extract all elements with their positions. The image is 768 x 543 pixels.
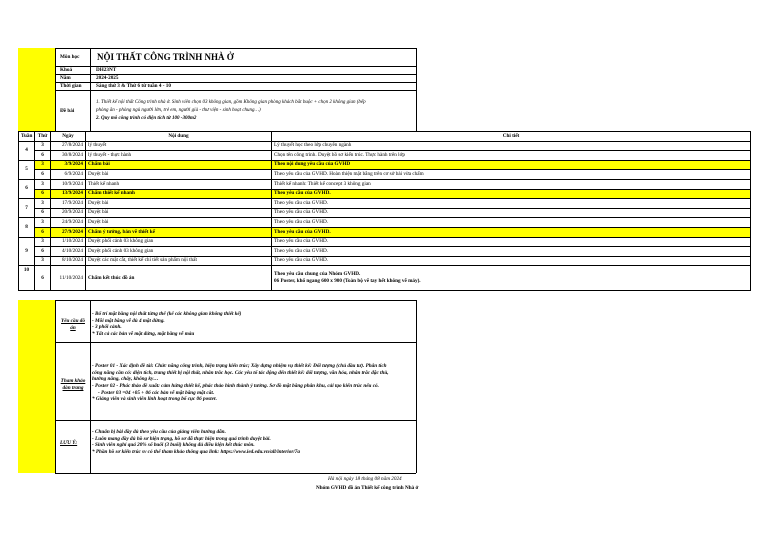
cell-noi-dung: Duyệt bài bbox=[86, 218, 272, 228]
table-row bbox=[19, 179, 751, 189]
cell-chi-tiet: Theo yêu cầu của GVHD. bbox=[272, 256, 751, 266]
cell-tuan: 4 bbox=[19, 141, 35, 160]
cell-thu: 3 bbox=[35, 160, 51, 170]
cell-noi-dung: Duyệt phối cảnh 03 không gian bbox=[86, 247, 272, 257]
thoi-gian-label: Thời gian bbox=[60, 83, 82, 89]
cell-ngay: 11/10/2024 bbox=[51, 266, 86, 291]
table-header-row bbox=[19, 132, 751, 142]
table-row-final bbox=[19, 266, 751, 291]
cell-ngay: 17/9/2024 bbox=[51, 199, 86, 209]
col-header-noi-dung: Nội dung bbox=[86, 132, 272, 142]
khoa-label: Khoá bbox=[60, 67, 73, 73]
cell-chi-tiet: Theo yêu cầu của GVHD. Hoàn thiện mặt bằng trên cơ sở bài vừa chấm bbox=[272, 170, 751, 180]
notes-yellow-block bbox=[18, 300, 55, 473]
cell-noi-dung: Duyệt bài bbox=[86, 208, 272, 218]
cell-chi-tiet: Theo yêu cầu của GVHD. bbox=[272, 199, 751, 209]
page-title: NỘI THẤT CÔNG TRÌNH NHÀ Ở bbox=[97, 52, 234, 62]
khoa-value: DH23NT bbox=[96, 67, 117, 73]
cell-noi-dung: Duyệt phối cảnh 03 không gian bbox=[86, 237, 272, 247]
cell-chi-tiet: Chọn tên công trình. Duyệt hồ sơ kiến trúc. Thực hành trên lớp bbox=[272, 151, 751, 161]
tham-khao-line: * Giảng viên và sinh viên linh hoạt trong bố cục 06 poster. bbox=[92, 396, 217, 403]
cell-thu: 6 bbox=[35, 151, 51, 161]
tham-khao-line: hướng nắng, chây, không ky… bbox=[92, 376, 159, 383]
tham-khao-label-line2: dàn trang bbox=[62, 384, 84, 391]
cell-noi-dung: Chấm kết thúc đồ án bbox=[86, 266, 272, 291]
chi-tiet-line: Theo yêu cầu chung của Nhóm GVHD. bbox=[274, 271, 361, 278]
col-header-tuan: Tuần bbox=[19, 132, 35, 142]
luu-y-line: - Sinh viên nghỉ quá 20% số buổi (3 buổi) không đủ điều kiện kết thúc môn. bbox=[92, 442, 255, 449]
cell-ngay: 3/9/2024 bbox=[51, 160, 86, 170]
cell-chi-tiet: Theo nội dung yêu cầu của GVHD bbox=[272, 160, 751, 170]
cell-ngay: 27/8/2024 bbox=[51, 141, 86, 151]
tham-khao-content bbox=[92, 363, 389, 403]
col-header-ngay: Ngày bbox=[51, 132, 86, 142]
cell-thu: 3 bbox=[35, 179, 51, 189]
tham-khao-line: - Poster 03 =04 +05 + 06 các bản vẽ mặt bằng mặt cắt. bbox=[98, 389, 215, 396]
yeu-cau-line: - 3 phối cảnh. bbox=[92, 324, 122, 331]
cell-thu: 6 bbox=[35, 189, 51, 199]
cell-noi-dung: Chấm thiết kế nhanh bbox=[86, 189, 272, 199]
thoi-gian-value: Sáng thứ 3 & Thứ 6 từ tuần 4 - 10 bbox=[96, 83, 171, 89]
cell-chi-tiet: Lý thuyết học theo lớp chuyên ngành bbox=[272, 141, 751, 151]
yeu-cau-line: - Bố trí mặt bằng nội thất từng thể (kể các không gian không thiết kế) bbox=[92, 311, 242, 317]
luu-y-label: LƯU Ý: bbox=[60, 440, 78, 446]
nam-value: 2024-2025 bbox=[96, 75, 119, 81]
nam-label: Năm bbox=[60, 75, 71, 81]
cell-chi-tiet: Theo yêu cầu của GVHD. bbox=[272, 247, 751, 257]
table-row bbox=[19, 170, 751, 180]
cell-thu: 3 bbox=[35, 256, 51, 266]
schedule-table bbox=[18, 131, 751, 291]
tham-khao-line: - Poster 01 - Xác định đề tài: Chức năng công trình, hiện trạng kiến trúc; Xây dựng nhiệm vụ thiết kế: Đối tượng (chủ đầu tư). Phân tích bbox=[92, 363, 387, 369]
cell-ngay: 8/10/2024 bbox=[51, 256, 86, 266]
cell-ngay: 13/9/2024 bbox=[51, 189, 86, 199]
cell-thu: 6 bbox=[35, 208, 51, 218]
yeu-cau-label-line2: án bbox=[70, 324, 76, 331]
cell-chi-tiet: Theo yêu cầu của GVHD. bbox=[272, 218, 751, 228]
cell-chi-tiet bbox=[272, 266, 751, 291]
cell-chi-tiet: Thiết kế nhanh: Thiết kế concept 3 không gian bbox=[272, 179, 751, 189]
table-row bbox=[19, 199, 751, 209]
cell-chi-tiet: Theo yêu cầu của GVHD. bbox=[272, 227, 751, 237]
cell-noi-dung: lý thuyết - thực hành bbox=[86, 151, 272, 161]
mon-hoc-label: Môn học bbox=[60, 54, 80, 60]
cell-ngay: 1/10/2024 bbox=[51, 237, 86, 247]
table-row bbox=[19, 237, 751, 247]
cell-ngay: 24/9/2024 bbox=[51, 218, 86, 228]
cell-chi-tiet: Theo yêu cầu của GVHD. bbox=[272, 189, 751, 199]
tham-khao-label bbox=[55, 378, 91, 392]
de-bai-label: Đề bài bbox=[60, 108, 75, 114]
chi-tiet-line: 06 Poster, khổ ngang 600 x 900 (Toàn bộ vẽ tay hết không vẽ máy). bbox=[274, 278, 421, 285]
de-bai-line-2: phòng ăn - phòng ngủ người lớn, trẻ em, người già - thư viện - sinh hoạt chung…) bbox=[96, 108, 261, 113]
table-row bbox=[19, 247, 751, 257]
table-row bbox=[19, 160, 751, 170]
luu-y-line: - Luôn mang đầy đủ hồ sơ hiện trạng, hồ sơ đã thực hiện trong quá trình duyệt bài. bbox=[92, 435, 271, 442]
cell-ngay: 27/9/2024 bbox=[51, 227, 86, 237]
table-row bbox=[19, 189, 751, 199]
cell-noi-dung: lý thuyết bbox=[86, 141, 272, 151]
cell-thu: 6 bbox=[35, 247, 51, 257]
table-row bbox=[19, 256, 751, 266]
cell-thu: 3 bbox=[35, 141, 51, 151]
yeu-cau-content bbox=[92, 311, 241, 338]
yeu-cau-line: - Mỗi mặt bằng vẽ đủ 4 mặt đứng. bbox=[92, 317, 165, 324]
luu-y-line: - Chuẩn bị bài đầy đủ theo yêu cầu của giảng viên hướng dẫn. bbox=[92, 429, 226, 435]
table-row bbox=[19, 218, 751, 228]
cell-thu: 3 bbox=[35, 237, 51, 247]
cell-ngay: 20/9/2024 bbox=[51, 208, 86, 218]
cell-tuan: 8 bbox=[19, 218, 35, 237]
yeu-cau-label bbox=[56, 318, 90, 332]
yeu-cau-line: * Tất cả các bản vẽ mặt đứng, mặt bằng vẽ màu bbox=[92, 330, 195, 337]
tham-khao-line: công năng cần có: diện tích, trang thiết bị nội thất, nhân trắc học. Các yêu tố tác động đến thiết kế: đối tượng, văn hóa, nhân trắc đặc thù, bbox=[92, 369, 389, 376]
cell-tuan: 9 bbox=[19, 237, 35, 266]
footer-signature: Nhóm GVHD đồ án Thiết kế công trình Nhà ở bbox=[316, 485, 419, 491]
cell-noi-dung: Chấm bài bbox=[86, 160, 272, 170]
cell-tuan: 7 bbox=[19, 199, 35, 218]
cell-thu: 6 bbox=[35, 266, 51, 291]
table-row bbox=[19, 208, 751, 218]
yeu-cau-label-line1: Yêu cầu đồ bbox=[61, 318, 85, 324]
cell-tuan: 5 bbox=[19, 160, 35, 179]
cell-thu: 6 bbox=[35, 170, 51, 180]
cell-noi-dung: Duyệt bài bbox=[86, 199, 272, 209]
cell-thu: 3 bbox=[35, 218, 51, 228]
cell-ngay: 30/8/2024 bbox=[51, 151, 86, 161]
footer-date: Hà nội ngày 18 tháng 08 năm 2024 bbox=[328, 476, 402, 482]
de-bai-line-1: 1. Thiết kế nội thất Công trình nhà ở. Sinh viên chọn 03 không gian, gồm Không gian phòng khách bắt buộc + chọn 2 không gian (bếp bbox=[96, 100, 366, 105]
cell-thu: 3 bbox=[35, 199, 51, 209]
luu-y-content bbox=[92, 429, 300, 456]
cell-noi-dung: Duyệt các mặt cắt, thiết kế chi tiết sản phẩm nội thất bbox=[86, 256, 272, 266]
cell-chi-tiet: Theo yêu cầu của GVHD. bbox=[272, 237, 751, 247]
de-bai-line-3: 2. Quy mô công trình có diện tích từ 100 -300m2 bbox=[96, 116, 197, 121]
cell-ngay: 10/9/2024 bbox=[51, 179, 86, 189]
cell-thu: 6 bbox=[35, 227, 51, 237]
cell-ngay: 4/10/2024 bbox=[51, 247, 86, 257]
col-header-thu: Thứ bbox=[35, 132, 51, 142]
luu-y-line: * Phần hồ sơ kiến trúc sv có thể tham khảo thông qua link: https://www.ied.edu.vn/all/interior/7a bbox=[92, 448, 300, 455]
cell-tuan: 6 bbox=[19, 179, 35, 198]
cell-noi-dung: Thiết kế nhanh bbox=[86, 179, 272, 189]
col-header-chi-tiet: Chi tiết bbox=[272, 132, 751, 142]
tham-khao-label-line1: Tham khảo bbox=[60, 378, 86, 384]
tham-khao-line: - Poster 02 - Phác thảo đề xuất: cảm hứng thiết kế, phác thảo hình thành ý tưởng. Sơ đồ mặt bằng phân khu, cải tạo kiến trúc nếu có. bbox=[92, 382, 379, 389]
cell-noi-dung: Duyệt bài bbox=[86, 170, 272, 180]
cell-ngay: 6/9/2024 bbox=[51, 170, 86, 180]
table-row bbox=[19, 141, 751, 151]
table-row bbox=[19, 227, 751, 237]
cell-chi-tiet: Theo yêu cầu của GVHD. bbox=[272, 208, 751, 218]
cell-noi-dung: Chấm ý tưởng, bản vẽ thiết kế bbox=[86, 227, 272, 237]
cell-tuan: 10 bbox=[19, 266, 35, 291]
header-yellow-block bbox=[18, 48, 55, 131]
table-row bbox=[19, 151, 751, 161]
